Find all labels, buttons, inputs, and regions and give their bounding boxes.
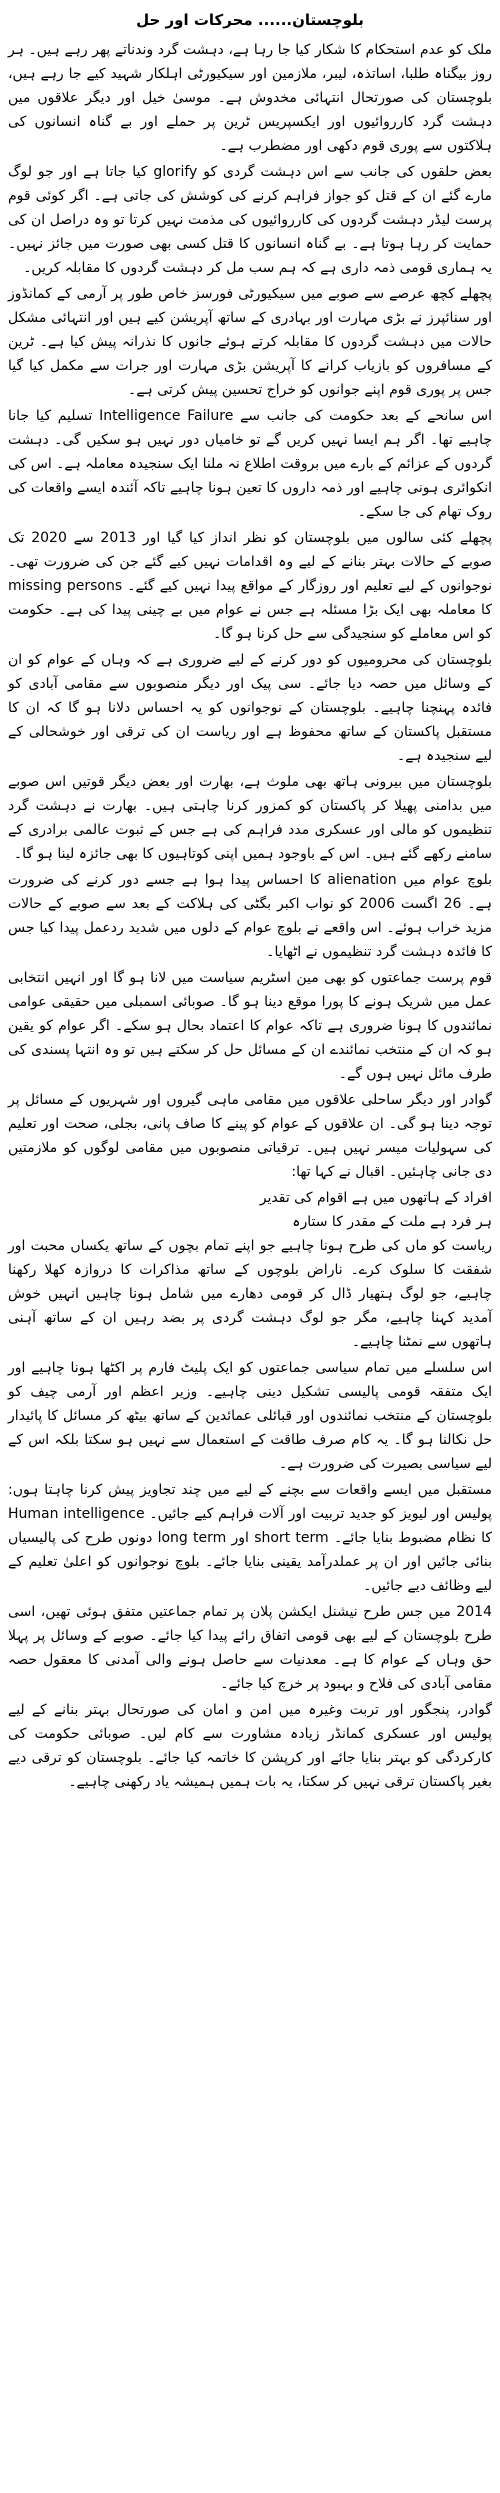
poem-line: افراد کے ہاتھوں میں ہے اقوام کی تقدیر bbox=[259, 1190, 492, 1206]
article-paragraph: اس سلسلے میں تمام سیاسی جماعتوں کو ایک پلیٹ فارم پر اکٹھا ہونا چاہیے اور ایک متفقہ قومی پالیسی تشکیل دینی چاہیے۔ وزیر اعظم اور آرمی چیف کو بلوچستان کے منتخب نمائندوں اور قبائلی عمائدین کے ساتھ بیٹھ کر مسائل کا پائیدار حل نکالنا ہو گا۔ یہ کام صرف طاقت کے استعمال سے نہیں ہو سکتا بلکہ اس کے لیے سیاسی بصیرت کی ضرورت ہے۔ bbox=[8, 1360, 492, 1472]
article-paragraph: پچھلے کچھ عرصے سے صوبے میں سیکیورٹی فورسز خاص طور پر آرمی کے کمانڈوز اور سنائپرز نے بڑی مہارت اور بہادری کے ساتھ آپریشن کیے ہیں اور انتہائی مشکل حالات میں دہشت گردوں کا مقابلہ کرتے ہوئے جانوں کا نذرانہ پیش کیا ہے۔ ٹرین کے مسافروں کو بازیاب کرانے کا آپریشن بڑی مہارت اور جرات سے مکمل کیا گیا جس پر پوری قوم اپنے جوانوں کو خراج تحسین پیش کرتی ہے۔ bbox=[8, 286, 492, 398]
article-paragraph: بلوچ عوام میں alienation کا احساس پیدا ہوا ہے جسے دور کرنے کی ضرورت ہے۔ 26 اگست 2006 کو نواب اکبر بگٹی کی ہلاکت کے بعد سے صوبے کے حالات مزید خراب ہوئے۔ اس واقعے نے بلوچ عوام کے دلوں میں شدید ردعمل پیدا کیا جس کا فائدہ دہشت گرد تنظیموں نے اٹھایا۔ bbox=[8, 872, 492, 960]
article-paragraph: پچھلے کئی سالوں میں بلوچستان کو نظر انداز کیا گیا اور 2013 سے 2020 تک صوبے کے حالات بہتر بنانے کے لیے وہ اقدامات نہیں کیے گئے جن کی ضرورت تھی۔ نوجوانوں کے لیے تعلیم اور روزگار کے مواقع پیدا نہیں کیے گئے۔ missing persons کا معاملہ بھی ایک بڑا مسئلہ ہے جس نے عوام میں بے چینی پیدا کی ہے۔ حکومت کو اس معاملے کو سنجیدگی سے حل کرنا ہو گا۔ bbox=[8, 530, 493, 642]
article-paragraph: 2014 میں جس طرح نیشنل ایکشن پلان پر تمام جماعتیں متفق ہوئی تھیں، اسی طرح بلوچستان کے لیے بھی قومی اتفاق رائے پیدا کیا جائے۔ صوبے کے وسائل پر پہلا حق وہاں کے عوام کا ہے۔ معدنیات سے حاصل ہونے والی آمدنی کا معقول حصہ مقامی آبادی کی فلاح و بہبود پر خرچ کیا جائے۔ bbox=[8, 1604, 492, 1692]
article-paragraph: بعض حلقوں کی جانب سے اس دہشت گردی کو glorify کیا جاتا ہے اور جو لوگ مارے گئے ان کے قتل کو جواز فراہم کرنے کی کوشش کی جاتی ہے۔ اگر کوئی قوم پرست لیڈر دہشت گردوں کی کارروائیوں کی مذمت نہیں کرتا تو وہ دراصل ان کی حمایت کر رہا ہوتا ہے۔ بے گناہ انسانوں کا قتل کسی بھی صورت میں جائز نہیں۔ یہ ہماری قومی ذمہ داری ہے کہ ہم سب مل کر دہشت گردوں کا مقابلہ کریں۔ bbox=[8, 164, 493, 276]
article-paragraph: اس سانحے کے بعد حکومت کی جانب سے Intelligence Failure تسلیم کیا جانا چاہیے تھا۔ اگر ہم ایسا نہیں کریں گے تو خامیاں دور نہیں ہو سکیں گی۔ دہشت گردوں کے عزائم کے بارے میں بروقت اطلاع نہ ملنا ایک سنجیدہ معاملہ ہے۔ اس کی انکوائری ہونی چاہیے اور ذمہ داروں کا تعین ہونا چاہیے تاکہ آئندہ ایسے واقعات کی روک تھام کی جا سکے۔ bbox=[8, 408, 493, 520]
article-paragraph: ملک کو عدم استحکام کا شکار کیا جا رہا ہے، دہشت گرد وندناتے پھر رہے ہیں۔ ہر روز بیگناہ طلبا، اساتذہ، لیبر، ملازمین اور سیکیورٹی اہلکار شہید کیے جا رہے ہیں، بلوچستان کی صورتحال انتہائی مخدوش ہے۔ موسیٰ خیل اور دیگر علاقوں میں دہشت گرد کارروائیوں اور ایکسپریس ٹرین پر حملے اور بے گناہ انسانوں کی ہلاکتوں سے پوری قوم دکھی اور مضطرب ہے۔ bbox=[8, 42, 492, 154]
article-paragraph: قوم پرست جماعتوں کو بھی مین اسٹریم سیاست میں لانا ہو گا اور انہیں انتخابی عمل میں شریک ہونے کا پورا موقع دینا ہو گا۔ صوبائی اسمبلی میں حقیقی عوامی نمائندوں کا ہونا ضروری ہے تاکہ عوام کا اعتماد بحال ہو سکے۔ اگر عوام کو یقین ہو کہ ان کے منتخب نمائندے ان کے مسائل حل کر سکتے ہیں تو وہ انتہا پسندی کی طرف مائل نہیں ہوں گے۔ bbox=[8, 970, 492, 1082]
article-paragraph: بلوچستان کی محرومیوں کو دور کرنے کے لیے ضروری ہے کہ وہاں کے عوام کو ان کے وسائل میں حصہ دیا جائے۔ سی پیک اور دیگر منصوبوں سے مقامی آبادی کو فائدہ پہنچنا چاہیے۔ بلوچستان کے نوجوانوں کو یہ احساس دلانا ہو گا کہ ان کا مستقبل پاکستان کے ساتھ محفوظ ہے اور ریاست ان کی ترقی اور خوشحالی کے لیے سنجیدہ ہے۔ bbox=[8, 652, 492, 764]
article-paragraph: گوادر، پنجگور اور تربت وغیرہ میں امن و امان کی صورتحال بہتر بنانے کے لیے پولیس اور عسکری کمانڈر زیادہ مشاورت سے کام لیں۔ صوبائی حکومت کی کارکردگی کو بہتر بنایا جائے اور کرپشن کا خاتمہ کیا جائے۔ بلوچستان کو ترقی دیے بغیر پاکستان ترقی نہیں کر سکتا، یہ بات ہمیں ہمیشہ یاد رکھنی چاہیے۔ bbox=[8, 1702, 492, 1790]
article-paragraph: گوادر اور دیگر ساحلی علاقوں میں مقامی ماہی گیروں اور شہریوں کے مسائل پر توجہ دینا ہو گی۔ ان علاقوں کے عوام کو پینے کا صاف پانی، بجلی، صحت اور تعلیم کی سہولیات میسر نہیں ہیں۔ ترقیاتی منصوبوں میں مقامی لوگوں کو ملازمتیں دی جانی چاہئیں۔ اقبال نے کہا تھا: bbox=[8, 1092, 492, 1180]
article-paragraph: بلوچستان میں بیرونی ہاتھ بھی ملوث ہے، بھارت اور بعض دیگر قوتیں اس صوبے میں بدامنی پھیلا کر پاکستان کو کمزور کرنا چاہتی ہیں۔ بھارت نے دہشت گرد تنظیموں کو مالی اور عسکری مدد فراہم کی ہے جس کے ثبوت عالمی برادری کے سامنے رکھے گئے ہیں۔ اس کے باوجود ہمیں اپنی کوتاہیوں کا بھی جائزہ لینا ہو گا۔ bbox=[8, 774, 492, 862]
poem-line: ہر فرد ہے ملت کے مقدر کا ستارہ bbox=[292, 1214, 492, 1230]
article-paragraph: ریاست کو ماں کی طرح ہونا چاہیے جو اپنے تمام بچوں کے ساتھ یکساں محبت اور شفقت کا سلوک کرے۔ ناراض بلوچوں کے ساتھ مذاکرات کا دروازہ کھلا رکھنا چاہیے، جو لوگ ہتھیار ڈال کر قومی دھارے میں شامل ہونا چاہیں انہیں خوش آمدید کہنا چاہیے، مگر جو لوگ دہشت گردی پر بضد رہیں ان کے ساتھ آہنی ہاتھوں سے نمٹنا چاہیے۔ bbox=[8, 1238, 492, 1350]
article-paragraph: مستقبل میں ایسے واقعات سے بچنے کے لیے میں چند تجاویز پیش کرنا چاہتا ہوں: پولیس اور لیویز کو جدید تربیت اور آلات فراہم کیے جائیں۔ Human intelligence کا نظام مضبوط بنایا جائے۔ short term اور long term دونوں طرح کی پالیسیاں بنائی جائیں اور ان پر عملدرآمد یقینی بنایا جائے۔ بلوچ نوجوانوں کو اعلیٰ تعلیم کے لیے وظائف دیے جائیں۔ bbox=[8, 1482, 493, 1594]
article-headline: بلوچستان...... محرکات اور حل bbox=[136, 11, 364, 29]
